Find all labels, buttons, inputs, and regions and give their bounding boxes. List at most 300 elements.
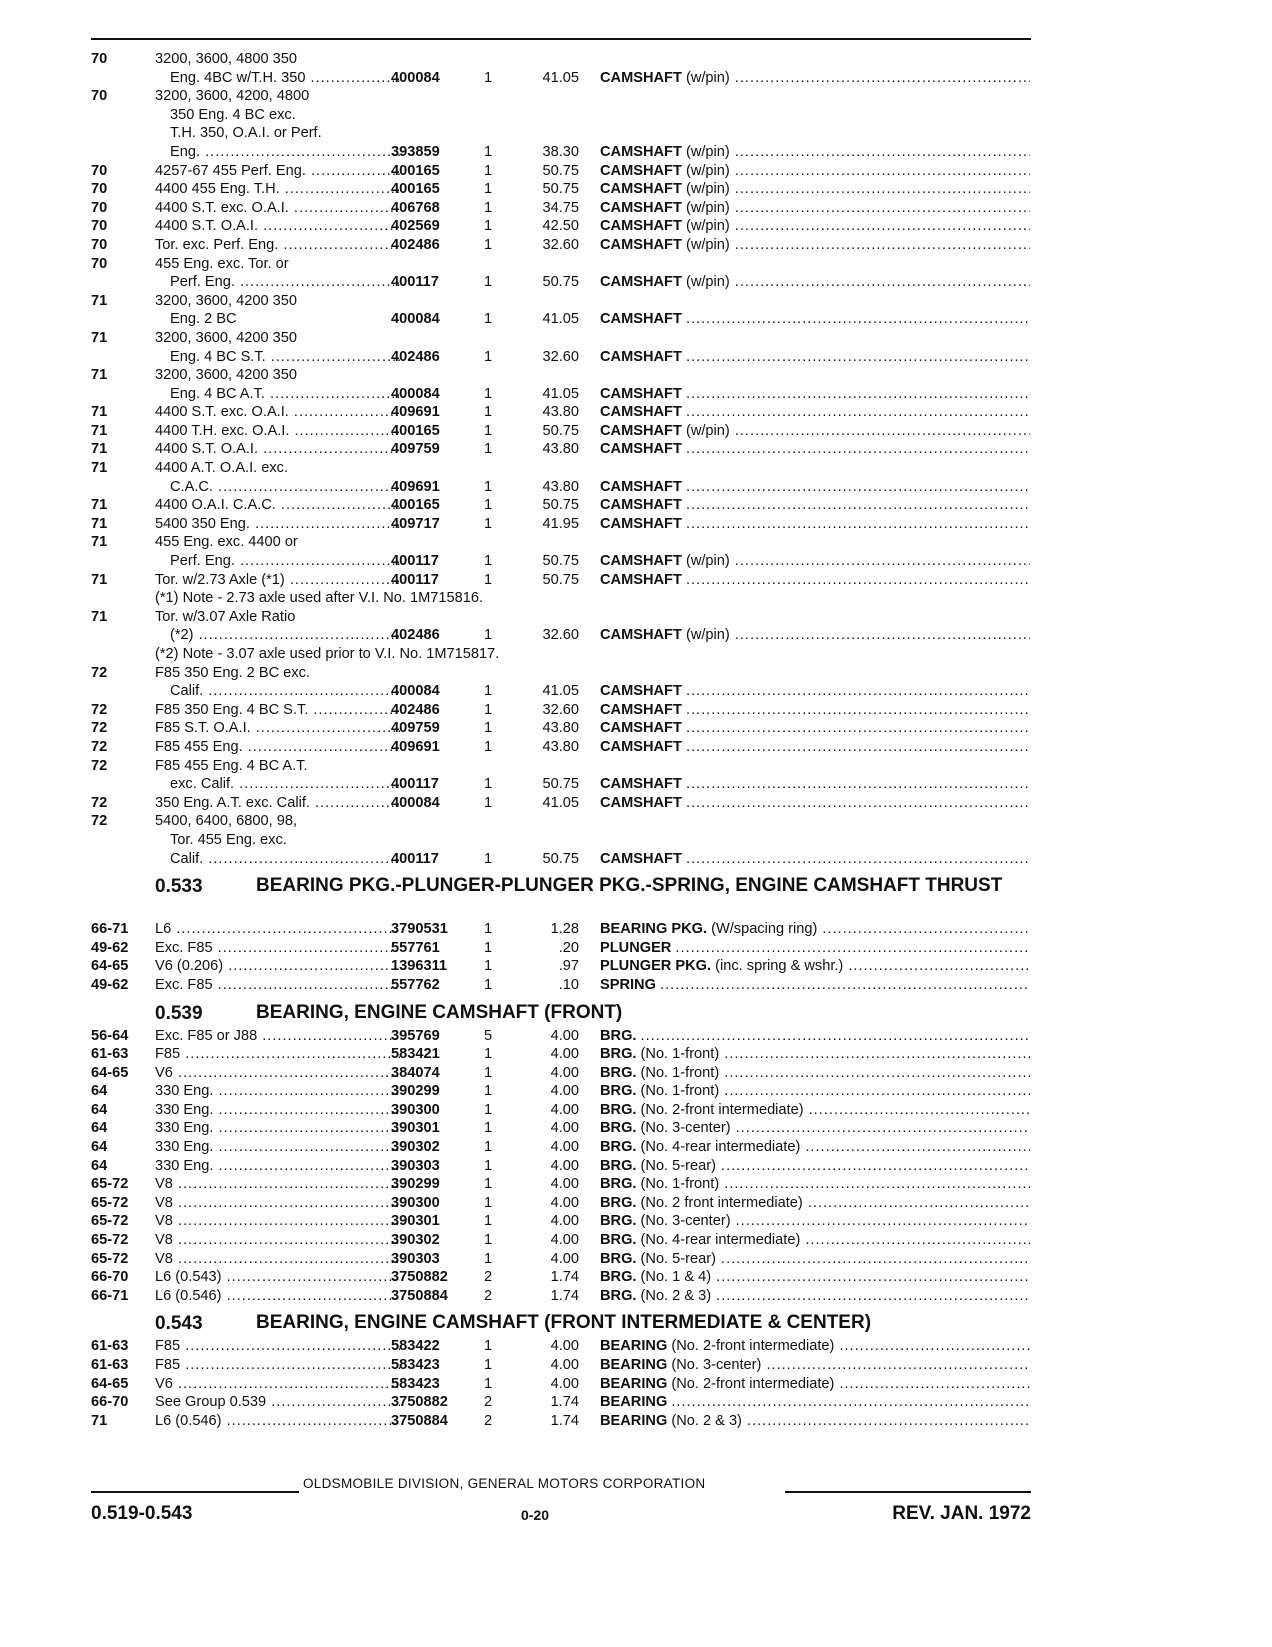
part-name bbox=[600, 682, 1030, 701]
quantity: 1 bbox=[484, 1120, 493, 1137]
model-year: 72 bbox=[91, 701, 108, 718]
application-text: F85 350 Eng. 2 BC exc. bbox=[155, 664, 310, 681]
parts-row bbox=[91, 552, 1031, 571]
parts-row bbox=[91, 957, 1031, 976]
part-name-text: CAMSHAFT bbox=[600, 143, 682, 160]
part-name-detail: (w/pin) ..... bbox=[686, 553, 1030, 569]
part-name-detail bbox=[686, 739, 1030, 755]
part-name-text: CAMSHAFT bbox=[600, 701, 682, 718]
application-text: 4400 S.T. exc. O.A.I. ..... bbox=[155, 404, 400, 420]
application bbox=[155, 50, 400, 69]
part-name-detail bbox=[686, 851, 1030, 867]
part-number: 390301 bbox=[391, 1213, 440, 1230]
application-text: Exc. F85 ..... bbox=[155, 940, 400, 956]
part-number: 583422 bbox=[391, 1338, 440, 1355]
quantity: 1 bbox=[484, 921, 493, 938]
part-name-text: BRG. bbox=[600, 1287, 637, 1304]
list-price: 50.75 bbox=[542, 571, 579, 588]
application bbox=[155, 1356, 400, 1375]
part-name bbox=[600, 1027, 1030, 1046]
application-text: Tor. w/3.07 Axle Ratio bbox=[155, 608, 296, 625]
part-name-text: BEARING bbox=[600, 1338, 668, 1355]
application-text: 330 Eng. ..... bbox=[155, 1102, 400, 1118]
part-name-text: BRG. bbox=[600, 1064, 637, 1081]
application bbox=[155, 608, 400, 627]
part-name bbox=[600, 976, 1030, 995]
part-name-text: BRG. bbox=[600, 1139, 637, 1156]
parts-row bbox=[91, 1101, 1031, 1120]
part-name-detail: (No. 3-center) ..... bbox=[641, 1120, 1030, 1136]
part-name-text: CAMSHAFT bbox=[600, 404, 682, 421]
group-heading bbox=[91, 876, 1031, 920]
parts-row bbox=[91, 1194, 1031, 1213]
part-name-text: BRG. bbox=[600, 1194, 637, 1211]
application-text: L6 (0.543) ..... bbox=[155, 1269, 400, 1285]
application-text: F85 455 Eng. 4 BC A.T. bbox=[155, 757, 308, 774]
quantity: 1 bbox=[484, 441, 493, 458]
application bbox=[155, 1082, 400, 1101]
model-year: 64-65 bbox=[91, 958, 129, 975]
part-name-detail bbox=[686, 404, 1030, 420]
part-name bbox=[600, 199, 1030, 218]
application bbox=[155, 422, 400, 441]
part-name-text: PLUNGER bbox=[600, 939, 672, 956]
part-number: 400117 bbox=[391, 571, 439, 588]
parts-row bbox=[91, 385, 1031, 404]
part-name-detail: (No. 4-rear intermediate) ..... bbox=[641, 1232, 1030, 1248]
parts-row bbox=[91, 701, 1031, 720]
part-name bbox=[600, 1231, 1030, 1250]
list-price: 34.75 bbox=[542, 199, 579, 216]
list-price: 38.30 bbox=[542, 143, 579, 160]
part-name bbox=[600, 69, 1030, 88]
application bbox=[155, 255, 400, 274]
part-name bbox=[600, 1268, 1030, 1287]
part-name bbox=[600, 1082, 1030, 1101]
part-name-detail: (No. 5-rear) ..... bbox=[641, 1251, 1030, 1267]
part-number: 393859 bbox=[391, 143, 440, 160]
part-name bbox=[600, 626, 1030, 645]
application-text: T.H. 350, O.A.I. or Perf. bbox=[170, 125, 322, 142]
part-name bbox=[600, 310, 1030, 329]
part-name-detail: (w/pin) ..... bbox=[686, 144, 1030, 160]
application bbox=[155, 1375, 400, 1394]
model-year: 72 bbox=[91, 720, 108, 737]
part-name bbox=[600, 1337, 1030, 1356]
part-name-detail: (No. 2-front intermediate) ..... bbox=[671, 1376, 1030, 1392]
parts-row bbox=[91, 976, 1031, 995]
part-name-detail: (w/pin) ..... bbox=[686, 218, 1030, 234]
model-year: 71 bbox=[91, 534, 108, 551]
quantity: 1 bbox=[484, 218, 493, 235]
quantity: 2 bbox=[484, 1287, 493, 1304]
list-price: 4.00 bbox=[550, 1176, 579, 1193]
model-year: 64 bbox=[91, 1083, 108, 1100]
parts-row bbox=[91, 664, 1031, 683]
part-number: 400165 bbox=[391, 162, 440, 179]
list-price: 4.00 bbox=[550, 1250, 579, 1267]
part-name-detail: (No. 4-rear intermediate) ..... bbox=[641, 1139, 1030, 1155]
application bbox=[155, 1101, 400, 1120]
part-name-detail bbox=[671, 1394, 1030, 1410]
application bbox=[155, 217, 400, 236]
application bbox=[155, 939, 400, 958]
part-name bbox=[600, 180, 1030, 199]
part-number: 3750882 bbox=[391, 1269, 448, 1286]
application bbox=[155, 571, 400, 590]
part-name-text: BRG. bbox=[600, 1101, 637, 1118]
part-name bbox=[600, 1212, 1030, 1231]
application-text: F85 ..... bbox=[155, 1357, 400, 1373]
part-name bbox=[600, 515, 1030, 534]
parts-row bbox=[91, 1212, 1031, 1231]
application-text: L6 (0.546) ..... bbox=[155, 1288, 400, 1304]
list-price: 32.60 bbox=[542, 236, 579, 253]
model-year: 65-72 bbox=[91, 1213, 129, 1230]
parts-row bbox=[91, 329, 1031, 348]
application-text: 3200, 3600, 4200, 4800 bbox=[155, 88, 310, 105]
part-name-detail: (No. 2 & 3) ..... bbox=[671, 1413, 1030, 1429]
part-name-detail: (w/pin) ..... bbox=[686, 70, 1030, 86]
list-price: 43.80 bbox=[542, 404, 579, 421]
application bbox=[170, 775, 400, 794]
parts-row bbox=[91, 1045, 1031, 1064]
quantity: 1 bbox=[484, 738, 493, 755]
application bbox=[155, 738, 400, 757]
application bbox=[155, 87, 400, 106]
parts-row bbox=[91, 50, 1031, 69]
part-name bbox=[600, 1375, 1030, 1394]
footer-corporation: OLDSMOBILE DIVISION, GENERAL MOTORS CORPORATION bbox=[303, 1476, 706, 1491]
part-number: 390303 bbox=[391, 1157, 440, 1174]
parts-row bbox=[91, 719, 1031, 738]
quantity: 2 bbox=[484, 1412, 493, 1429]
model-year: 49-62 bbox=[91, 939, 129, 956]
application bbox=[155, 459, 400, 478]
part-name-detail: (W/spacing ring) ..... bbox=[711, 921, 1030, 937]
quantity: 1 bbox=[484, 143, 493, 160]
part-name-text: BRG. bbox=[600, 1213, 637, 1230]
parts-row bbox=[91, 106, 1031, 125]
list-price: 4.00 bbox=[550, 1194, 579, 1211]
list-price: 4.00 bbox=[550, 1083, 579, 1100]
quantity: 1 bbox=[484, 199, 493, 216]
application bbox=[155, 1138, 400, 1157]
part-number: 400084 bbox=[391, 311, 440, 328]
part-name bbox=[600, 217, 1030, 236]
parts-row bbox=[91, 850, 1031, 869]
part-name bbox=[600, 1119, 1030, 1138]
quantity: 1 bbox=[484, 404, 493, 421]
list-price: 43.80 bbox=[542, 720, 579, 737]
part-name-detail: (No. 2-front intermediate) ..... bbox=[641, 1102, 1030, 1118]
parts-row bbox=[91, 1337, 1031, 1356]
quantity: 1 bbox=[484, 1101, 493, 1118]
application bbox=[170, 273, 400, 292]
application-text: F85 455 Eng. ..... bbox=[155, 739, 400, 755]
group-number: 0.539 bbox=[155, 1002, 203, 1024]
parts-row bbox=[91, 920, 1031, 939]
part-name-text: CAMSHAFT bbox=[600, 422, 682, 439]
model-year: 66-70 bbox=[91, 1394, 129, 1411]
footer-group-range: 0.519-0.543 bbox=[91, 1503, 193, 1524]
application bbox=[170, 143, 400, 162]
list-price: .10 bbox=[558, 976, 579, 993]
quantity: 1 bbox=[484, 776, 493, 793]
quantity: 1 bbox=[484, 1046, 493, 1063]
part-name-text: CAMSHAFT bbox=[600, 199, 682, 216]
part-name bbox=[600, 273, 1030, 292]
part-number: 395769 bbox=[391, 1027, 440, 1044]
part-name-detail bbox=[675, 940, 1030, 956]
list-price: 41.05 bbox=[542, 683, 579, 700]
model-year: 64 bbox=[91, 1139, 108, 1156]
part-name-text: CAMSHAFT bbox=[600, 720, 682, 737]
application-text: 330 Eng. ..... bbox=[155, 1120, 400, 1136]
quantity: 1 bbox=[484, 553, 493, 570]
part-name bbox=[600, 162, 1030, 181]
model-year: 66-71 bbox=[91, 921, 129, 938]
part-name-text: PLUNGER PKG. bbox=[600, 958, 712, 975]
part-name-detail: (No. 1 & 4) ..... bbox=[641, 1269, 1030, 1285]
list-price: 4.00 bbox=[550, 1375, 579, 1392]
parts-row bbox=[91, 1268, 1031, 1287]
parts-row bbox=[91, 794, 1031, 813]
part-name bbox=[600, 1356, 1030, 1375]
group-number: 0.543 bbox=[155, 1313, 203, 1335]
part-name-text: BEARING bbox=[600, 1412, 668, 1429]
model-year: 64 bbox=[91, 1157, 108, 1174]
part-number: 557761 bbox=[391, 939, 440, 956]
application bbox=[155, 1287, 400, 1306]
part-name bbox=[600, 143, 1030, 162]
quantity: 1 bbox=[484, 162, 493, 179]
list-price: .97 bbox=[558, 958, 579, 975]
part-name-detail: (w/pin) ..... bbox=[686, 163, 1030, 179]
list-price: 50.75 bbox=[542, 553, 579, 570]
part-number: 402486 bbox=[391, 701, 440, 718]
part-name-text: BRG. bbox=[600, 1027, 637, 1044]
application bbox=[155, 1119, 400, 1138]
group-number: 0.533 bbox=[155, 876, 203, 898]
list-price: 41.95 bbox=[542, 515, 579, 532]
footer-rule-right bbox=[785, 1491, 1031, 1493]
model-year: 71 bbox=[91, 497, 108, 514]
part-name-detail: (w/pin) ..... bbox=[686, 627, 1030, 643]
application bbox=[155, 664, 400, 683]
part-number: 402486 bbox=[391, 348, 440, 365]
footnote-row bbox=[91, 589, 1031, 608]
part-name bbox=[600, 738, 1030, 757]
part-name-text: BEARING PKG. bbox=[600, 921, 708, 938]
part-number: 400117 bbox=[391, 274, 439, 291]
parts-row bbox=[91, 515, 1031, 534]
parts-row bbox=[91, 1287, 1031, 1306]
application-text: Perf. Eng. ..... bbox=[170, 274, 400, 290]
application-text: 4400 A.T. O.A.I. exc. bbox=[155, 460, 289, 477]
list-price: 41.05 bbox=[542, 311, 579, 328]
parts-row bbox=[91, 1356, 1031, 1375]
list-price: 41.05 bbox=[542, 69, 579, 86]
part-name-detail: (No. 2 & 3) ..... bbox=[641, 1288, 1030, 1304]
parts-row bbox=[91, 422, 1031, 441]
model-year: 71 bbox=[91, 571, 108, 588]
part-name-detail: (w/pin) ..... bbox=[686, 237, 1030, 253]
application-text: F85 ..... bbox=[155, 1338, 400, 1354]
quantity: 1 bbox=[484, 1139, 493, 1156]
application-text: F85 350 Eng. 4 BC S.T. ..... bbox=[155, 702, 400, 718]
application bbox=[170, 124, 400, 143]
part-name-text: CAMSHAFT bbox=[600, 311, 682, 328]
application-text: Tor. exc. Perf. Eng. ..... bbox=[155, 237, 400, 253]
part-name-detail bbox=[686, 441, 1030, 457]
list-price: 1.74 bbox=[550, 1412, 579, 1429]
model-year: 72 bbox=[91, 757, 108, 774]
application bbox=[155, 292, 400, 311]
part-name-text: CAMSHAFT bbox=[600, 515, 682, 532]
application-text: Perf. Eng. ..... bbox=[170, 553, 400, 569]
application-text: L6 ..... bbox=[155, 921, 400, 937]
part-name bbox=[600, 1287, 1030, 1306]
quantity: 1 bbox=[484, 181, 493, 198]
part-name-text: CAMSHAFT bbox=[600, 627, 682, 644]
parts-row bbox=[91, 1231, 1031, 1250]
application-text: Tor. 455 Eng. exc. bbox=[170, 831, 287, 848]
model-year: 70 bbox=[91, 181, 108, 198]
part-name-detail: (w/pin) ..... bbox=[686, 423, 1030, 439]
part-name-detail bbox=[686, 349, 1030, 365]
part-name bbox=[600, 1393, 1030, 1412]
model-year: 65-72 bbox=[91, 1194, 129, 1211]
parts-row bbox=[91, 292, 1031, 311]
quantity: 1 bbox=[484, 236, 493, 253]
part-name-detail: (No. 3-center) ..... bbox=[671, 1357, 1030, 1373]
part-number: 400117 bbox=[391, 850, 439, 867]
part-name-detail bbox=[686, 516, 1030, 532]
part-name-text: CAMSHAFT bbox=[600, 348, 682, 365]
model-year: 65-72 bbox=[91, 1232, 129, 1249]
part-name bbox=[600, 957, 1030, 976]
application-text: V6 (0.206) ..... bbox=[155, 958, 400, 974]
application bbox=[155, 180, 400, 199]
application-text: 330 Eng. ..... bbox=[155, 1139, 400, 1155]
application bbox=[170, 106, 400, 125]
part-name-text: BEARING bbox=[600, 1394, 668, 1411]
parts-row bbox=[91, 812, 1031, 831]
part-name-detail bbox=[686, 776, 1030, 792]
list-price: 42.50 bbox=[542, 218, 579, 235]
part-name-text: CAMSHAFT bbox=[600, 181, 682, 198]
part-name bbox=[600, 1175, 1030, 1194]
footer-rule-left bbox=[91, 1491, 299, 1493]
part-number: 3750882 bbox=[391, 1394, 448, 1411]
part-number: 583421 bbox=[391, 1046, 440, 1063]
application-text: 455 Eng. exc. 4400 or bbox=[155, 534, 298, 551]
part-name-text: BRG. bbox=[600, 1269, 637, 1286]
quantity: 5 bbox=[484, 1027, 493, 1044]
application bbox=[170, 478, 400, 497]
part-name-text: CAMSHAFT bbox=[600, 69, 682, 86]
model-year: 71 bbox=[91, 422, 108, 439]
application-text: 4400 T.H. exc. O.A.I. ..... bbox=[155, 423, 400, 439]
parts-row bbox=[91, 1138, 1031, 1157]
application bbox=[155, 199, 400, 218]
application-text: 3200, 3600, 4200 350 bbox=[155, 367, 298, 384]
part-name-text: CAMSHAFT bbox=[600, 850, 682, 867]
part-name-text: BEARING bbox=[600, 1357, 668, 1373]
quantity: 1 bbox=[484, 976, 493, 993]
application-text: Calif. ..... bbox=[170, 851, 400, 867]
part-name-text: CAMSHAFT bbox=[600, 441, 682, 458]
group-heading bbox=[91, 1003, 1031, 1027]
application bbox=[155, 920, 400, 939]
application bbox=[155, 1212, 400, 1231]
part-name-text: BRG. bbox=[600, 1232, 637, 1249]
model-year: 72 bbox=[91, 664, 108, 681]
parts-row bbox=[91, 738, 1031, 757]
part-name-text: CAMSHAFT bbox=[600, 571, 682, 588]
part-name-text: BRG. bbox=[600, 1176, 637, 1193]
part-name-text: BRG. bbox=[600, 1083, 637, 1100]
part-name-detail bbox=[660, 977, 1030, 993]
quantity: 1 bbox=[484, 69, 493, 86]
footer-bottom bbox=[91, 1503, 1031, 1527]
application-text: 3200, 3600, 4200 350 bbox=[155, 292, 298, 309]
application bbox=[170, 385, 400, 404]
application bbox=[155, 1064, 400, 1083]
footer-corporation-line bbox=[91, 1476, 1031, 1496]
group-title: BEARING, ENGINE CAMSHAFT (FRONT) bbox=[256, 1001, 623, 1023]
part-number: 390299 bbox=[391, 1083, 440, 1100]
application-text: V8 ..... bbox=[155, 1176, 400, 1192]
quantity: 1 bbox=[484, 385, 493, 402]
part-name-text: BRG. bbox=[600, 1046, 637, 1063]
application-text: 330 Eng. ..... bbox=[155, 1158, 400, 1174]
list-price: 1.74 bbox=[550, 1269, 579, 1286]
parts-row bbox=[91, 533, 1031, 552]
part-name bbox=[600, 1045, 1030, 1064]
model-year: 71 bbox=[91, 608, 108, 625]
part-number: 400117 bbox=[391, 776, 439, 793]
application-text: 4400 S.T. exc. O.A.I. ..... bbox=[155, 200, 400, 216]
list-price: 50.75 bbox=[542, 850, 579, 867]
application-text: 4257-67 455 Perf. Eng. ..... bbox=[155, 163, 400, 179]
application bbox=[155, 812, 400, 831]
application bbox=[170, 310, 400, 329]
application-text: 4400 S.T. O.A.I. ..... bbox=[155, 218, 400, 234]
application-text: C.A.C. ..... bbox=[170, 479, 400, 495]
part-number: 409759 bbox=[391, 441, 440, 458]
part-number: 390301 bbox=[391, 1120, 440, 1137]
quantity: 1 bbox=[484, 720, 493, 737]
part-number: 409717 bbox=[391, 515, 440, 532]
part-name-text: CAMSHAFT bbox=[600, 776, 682, 793]
part-name-detail bbox=[686, 497, 1030, 513]
model-year: 71 bbox=[91, 367, 108, 384]
quantity: 1 bbox=[484, 794, 493, 811]
application-text: Calif. ..... bbox=[170, 683, 400, 699]
quantity: 1 bbox=[484, 311, 493, 328]
part-number: 3790531 bbox=[391, 921, 448, 938]
part-number: 400084 bbox=[391, 794, 440, 811]
parts-row bbox=[91, 1119, 1031, 1138]
part-name bbox=[600, 552, 1030, 571]
model-year: 72 bbox=[91, 813, 108, 830]
quantity: 1 bbox=[484, 939, 493, 956]
application bbox=[155, 162, 400, 181]
part-name-detail: (No. 1-front) ..... bbox=[641, 1176, 1030, 1192]
parts-row bbox=[91, 1027, 1031, 1046]
